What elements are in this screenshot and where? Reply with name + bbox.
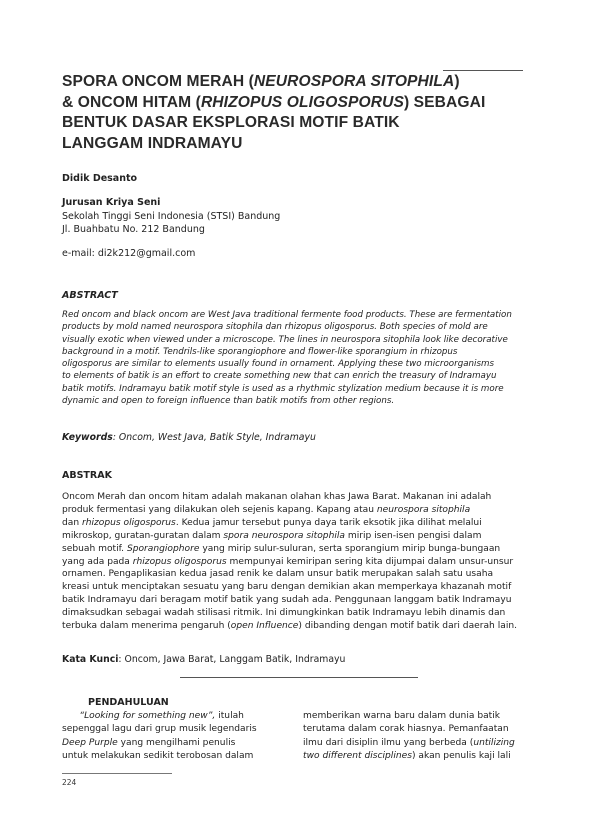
abstrak-line: batik Indramayu dari beragam motif batik yang sudah ada. Penggunaan langgam batik Indramayu — [62, 595, 512, 606]
pendahuluan-heading: PENDAHULUAN — [88, 696, 169, 708]
body-column-right — [303, 710, 525, 763]
section-divider — [180, 677, 418, 678]
body-line: ilmu dari disiplin ilmu yang berbeda (untilizing — [303, 737, 515, 748]
abstrak-line: mikroskop, guratan-guratan dalam spora neurospora sitophila mirip isen-isen pengisi dalam — [62, 530, 482, 541]
keywords-label: Keywords — [62, 432, 113, 443]
body-line: untuk melakukan sedikit terobosan dalam — [62, 750, 254, 761]
abstrak-heading: ABSTRAK — [62, 470, 112, 481]
abstrak-line: kreasi untuk menciptakan sesuatu yang baru dengan demikian akan memperkaya khazanah motif — [62, 582, 512, 593]
email: e-mail: di2k212@gmail.com — [62, 248, 196, 259]
keywords — [62, 432, 316, 443]
abstrak-body — [62, 491, 540, 633]
abstrak-line: sebuah motif. Sporangiophore yang mirip sulur-suluran, serta sporangium mirip bunga-bungaan — [62, 543, 501, 554]
abstract-line: dynamic and open to foreign influence than batik motifs from other regions. — [62, 396, 395, 407]
abstrak-line: dimaksudkan sebagai wadah stilisasi ritmik. Ini dimungkinkan batik Indramayu lebih dinamis dan — [62, 608, 506, 619]
page-number: 224 — [62, 778, 77, 787]
abstract-line: visually exotic when viewed under a microscope. The lines in neurospora sitophila look like decorative — [62, 334, 508, 345]
abstrak-line: ornamen. Pengaplikasian kedua jasad renik ke dalam unsur batik merupakan salah satu usaha — [62, 569, 494, 580]
abstrak-line: Oncom Merah dan oncom hitam adalah makanan olahan khas Jawa Barat. Makanan ini adalah — [62, 492, 492, 502]
body-line: Deep Purple yang mengilhami penulis — [62, 737, 236, 748]
abstract-body — [62, 309, 540, 407]
body-line: sepenggal lagu dari grup musik legendaris — [62, 724, 257, 735]
body-line: terutama dalam corak hiasnya. Pemanfaatan — [303, 724, 509, 735]
body-line: two different disciplines) akan penulis kaji lali — [303, 750, 511, 761]
abstract-line: oligosporus are similar to elements usually found in ornament. Applying these two microorganisms — [62, 359, 494, 370]
abstract-heading: ABSTRACT — [62, 290, 118, 301]
footer-rule — [62, 773, 172, 774]
affiliation — [62, 196, 280, 237]
author-name: Didik Desanto — [62, 173, 138, 184]
abstract-line: batik motifs. Indramayu batik motif style is used as a rhythmic stylization medium because it is more — [62, 383, 504, 394]
kata-kunci — [62, 654, 345, 665]
paper-title — [62, 72, 532, 154]
abstract-line: Red oncom and black oncom are West Java traditional fermente food products. These are fermentation — [62, 310, 512, 320]
title-line-4: LANGGAM INDRAMAYU — [62, 134, 243, 152]
kata-kunci-label: Kata Kunci — [62, 654, 119, 665]
header-rule — [443, 70, 523, 71]
keywords-value: : Oncom, West Java, Batik Style, Indramayu — [112, 432, 316, 443]
body-line: memberikan warna baru dalam dunia batik — [303, 711, 501, 721]
abstract-line: products by mold named neurospora sitophila dan rhizopus oligosporus. Both species of mold are — [62, 322, 488, 333]
address: Jl. Buahbatu No. 212 Bandung — [62, 224, 205, 235]
kata-kunci-value: : Oncom, Jawa Barat, Langgam Batik, Indramayu — [118, 654, 346, 665]
abstrak-line: produk fermentasi yang dilakukan oleh sejenis kapang. Kapang atau neurospora sitophila — [62, 504, 471, 515]
department: Jurusan Kriya Seni — [62, 197, 161, 208]
abstrak-line: terbuka dalam menerima pengaruh (open Influence) dibanding dengan motif batik dari daerah lain. — [62, 621, 517, 632]
title-line-3: BENTUK DASAR EKSPLORASI MOTIF BATIK — [62, 114, 400, 131]
abstract-line: background in a motif. Tendrils-like sporangiophore and flower-like sporangium in rhizopus — [62, 346, 458, 357]
body-column-left — [62, 710, 284, 763]
abstract-line: to elements of batik is an effort to create something new that can enrich the treasury of Indramayu — [62, 371, 497, 382]
abstrak-line: dan rhizopus oligosporus. Kedua jamur tersebut punya daya tarik eksotik jika dilihat melalui — [62, 517, 482, 528]
body-line: “Looking for something new”, itulah — [79, 711, 244, 721]
abstrak-line: yang ada pada rhizopus oligosporus mempunyai kemiripan sering kita dijumpai dalam unsur-unsur — [62, 556, 514, 567]
title-line-1: SPORA ONCOM MERAH (NEUROSPORA SITOPHILA) — [62, 73, 460, 90]
title-line-2: & ONCOM HITAM (RHIZOPUS OLIGOSPORUS) SEBAGAI — [62, 93, 486, 111]
institution: Sekolah Tinggi Seni Indonesia (STSI) Bandung — [62, 210, 281, 222]
